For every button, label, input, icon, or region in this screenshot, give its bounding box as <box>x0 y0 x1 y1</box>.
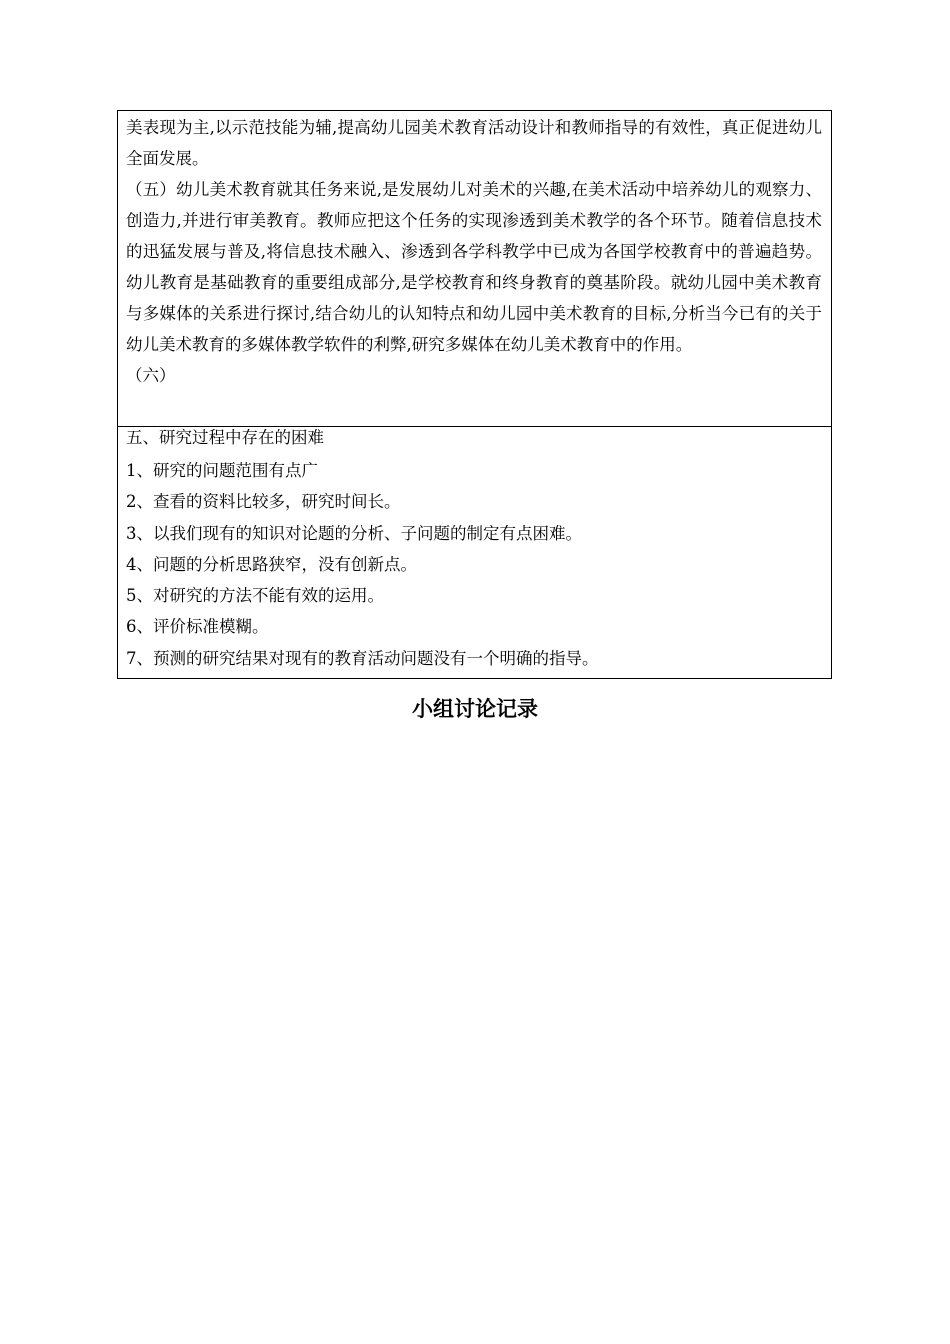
table-cell-difficulties <box>118 427 832 679</box>
content-table <box>117 110 832 679</box>
list-item: 2、查看的资料比较多，研究时间长。 <box>126 492 401 512</box>
list-item: 5、对研究的方法不能有效的运用。 <box>126 586 384 606</box>
list-item: 4、问题的分析思路狭窄，没有创新点。 <box>126 554 417 574</box>
paragraph: 美表现为主,以示范技能为辅,提高幼儿园美术教育活动设计和教师指导的有效性，真正促进幼儿全面发展。 <box>126 118 822 168</box>
paragraph: （五）幼儿美术教育就其任务来说,是发展幼儿对美术的兴趣,在美术活动中培养幼儿的观察力、创造力,并进行审美教育。教师应把这个任务的实现渗透到美术教学的各个环节。随着信息技术的迅猛发展与普及,将信息技术融入、渗透到各学科教学中已成为各国学校教育中的普遍趋势。幼儿教育是基础教育的重要组成部分,是学校教育和终身教育的奠基阶段。就幼儿园中美术教育与多媒体的关系进行探讨,结合幼儿的认知特点和幼儿园中美术教育的目标,分析当今已有的关于幼儿美术教育的多媒体教学软件的利弊,研究多媒体在幼儿美术教育中的作用。 <box>126 180 822 354</box>
section-title: 小组讨论记录 <box>412 696 538 721</box>
difficulties-heading: 五、研究过程中存在的困难 <box>126 428 324 447</box>
list-item: 1、研究的问题范围有点广 <box>126 461 318 480</box>
table-row <box>118 111 832 427</box>
list-item: 3、以我们现有的知识对论题的分析、子问题的制定有点困难。 <box>126 523 582 543</box>
list-item: 6、评价标准模糊。 <box>126 617 269 637</box>
table-row <box>118 427 832 679</box>
paragraph: （六） <box>126 366 176 385</box>
list-item: 7、预测的研究结果对现有的教育活动问题没有一个明确的指导。 <box>126 648 599 668</box>
table-cell-research-content <box>118 111 832 427</box>
